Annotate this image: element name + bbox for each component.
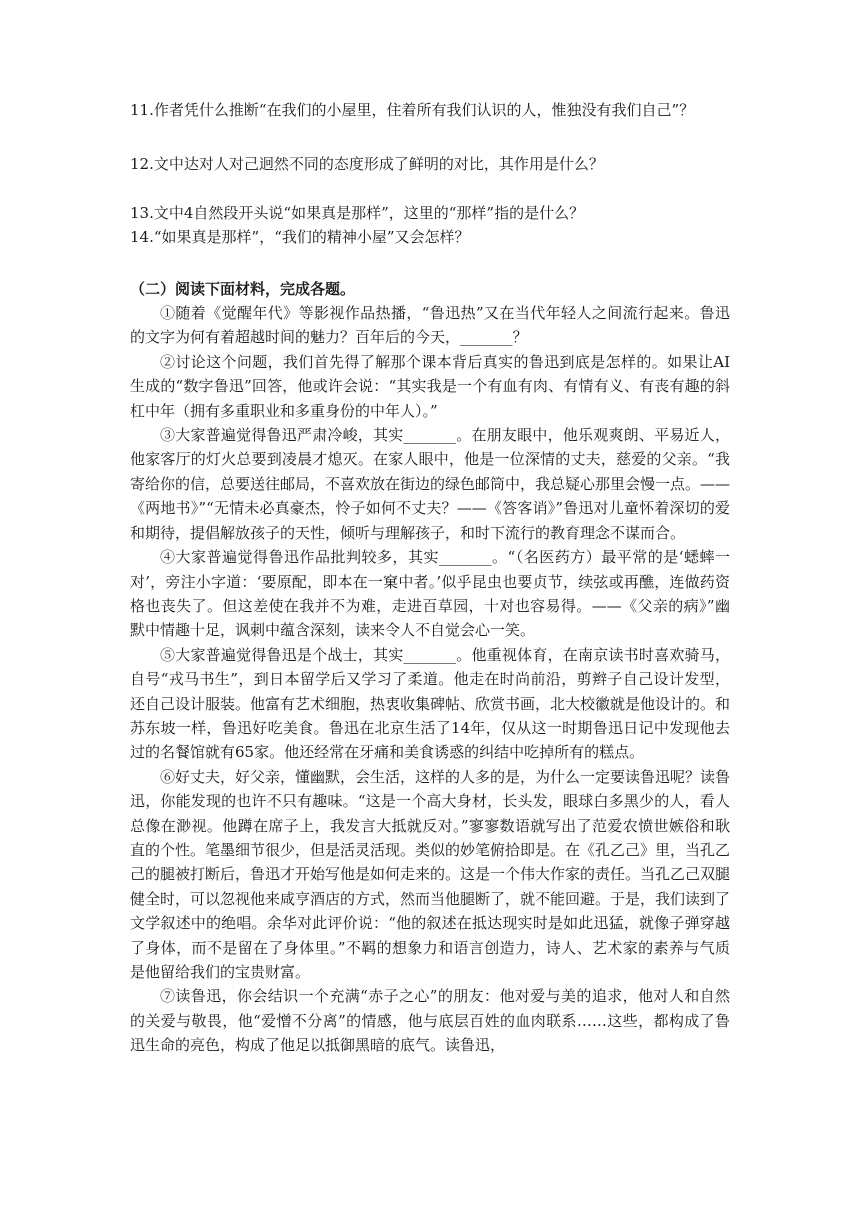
question-13: 13.文中4自然段开头说“如果真是那样”，这里的“那样”指的是什么？ (130, 203, 585, 222)
question-11: 11.作者凭什么推断“在我们的小屋里，住着所有我们认识的人，惟独没有我们自己”？ (130, 101, 695, 119)
question-14: 14.“如果真是那样”，“我们的精神小屋”又会怎样？ (130, 228, 470, 247)
paragraph-6: ⑥好丈夫，好父亲，懂幽默，会生活，这样的人多的是，为什么一定要读鲁迅呢？读鲁迅，你能发现的也许不只有趣味。“这是一个高大身材，长头发，眼球白多黑少的人，看人总像在渺视。他蹲在席子上，我发言大抵就反对。”寥寥数语就写出了范爱农愤世嫉俗和耿直的个性。笔墨细节很少，但是活灵活现。类似的妙笔俯拾即是。在《孔乙己》里，当孔乙己的腿被打断后，鲁迅才开始写他是如何走来的。这是一个伟大作家的责任。当孔乙己双腿健全时，可以忽视他来咸亨酒店的方式，然而当他腿断了，就不能回避。于是，我们读到了文学叙述中的绝唱。余华对此评价说：“他的叙述在抵达现实时是如此迅猛，就像子弹穿越了身体，而不是留在了身体里。”不羁的想象力和语言创造力，诗人、艺术家的素养与气质是他留给我们的宝贵财富。 (130, 767, 731, 981)
section-title: （二）阅读下面材料，完成各题。 (130, 279, 356, 298)
spacer (130, 122, 730, 152)
paragraph-3: ③大家普遍觉得鲁迅严肃冷峻，其实_______。在朋友眼中，他乐观爽朗、平易近人，他家客厅的灯火总要到凌晨才熄灭。在家人眼中，他是一位深情的丈夫，慈爱的父亲。“我寄给你的信，总要送往邮局，不喜欢放在街边的绿色邮筒中，我总疑心那里会慢一点。——《两地书》”“无情未必真豪杰，怜子如何不丈夫？——《答客诮》”鲁迅对儿童怀着深切的爱和期待，提倡解放孩子的天性，倾听与理解孩子，和时下流行的教育理念不谋而合。 (130, 426, 731, 542)
paragraph-1: ①随着《觉醒年代》等影视作品热播，“鲁迅热”又在当代年轻人之间流行起来。鲁迅的文字为何有着超越时间的魅力？百年后的今天，_______？ (130, 304, 730, 347)
spacer (130, 177, 730, 201)
paragraph-2: ②讨论这个问题，我们首先得了解那个课本背后真实的鲁迅到底是怎样的。如果让AI生成的“数字鲁迅”回答，他或许会说：“其实我是一个有血有肉、有情有义、有丧有趣的斜杠中年（拥有多重职业和多重身份的中年人）。” (130, 352, 730, 420)
paragraph-4: ④大家普遍觉得鲁迅作品批判较多，其实_______。“（名医药方）最平常的是‘蟋蟀一对’，旁注小字道：‘要原配，即本在一窠中者。’似乎昆虫也要贞节，续弦或再醮，连做药资格也丧失了。但这差使在我并不为难，走进百草园，十对也容易得。——《父亲的病》”幽默中情趣十足，讽刺中蕴含深刻，读来令人不自觉会心一笑。 (130, 548, 730, 640)
question-12: 12.文中达对人对己迥然不同的态度形成了鲜明的对比，其作用是什么？ (130, 155, 604, 174)
spacer (130, 250, 730, 277)
paragraph-5: ⑤大家普遍觉得鲁迅是个战士，其实_______。他重视体育，在南京读书时喜欢骑马，自号“戎马书生”，到日本留学后又学习了柔道。他走在时尚前沿，剪辫子自己设计发型，还自己设计服装。他富有艺术细胞，热衷收集碑帖、欣赏书画，北大校徽就是他设计的。和苏东坡一样，鲁迅好吃美食。鲁迅在北京生活了14年，仅从这一时期鲁迅日记中发现他去过的名餐馆就有65家。他还经常在牙痛和美食诱惑的纠结中吃掉所有的糕点。 (130, 645, 731, 762)
document-page (130, 98, 730, 1058)
paragraph-7: ⑦读鲁迅，你会结识一个充满“赤子之心”的朋友：他对爱与美的追求，他对人和自然的关爱与敬畏，他“爱憎不分离”的情感，他与底层百姓的血肉联系……这些，都构成了鲁迅生命的亮色，构成了他足以抵御黑暗的底气。读鲁迅， (130, 987, 730, 1055)
